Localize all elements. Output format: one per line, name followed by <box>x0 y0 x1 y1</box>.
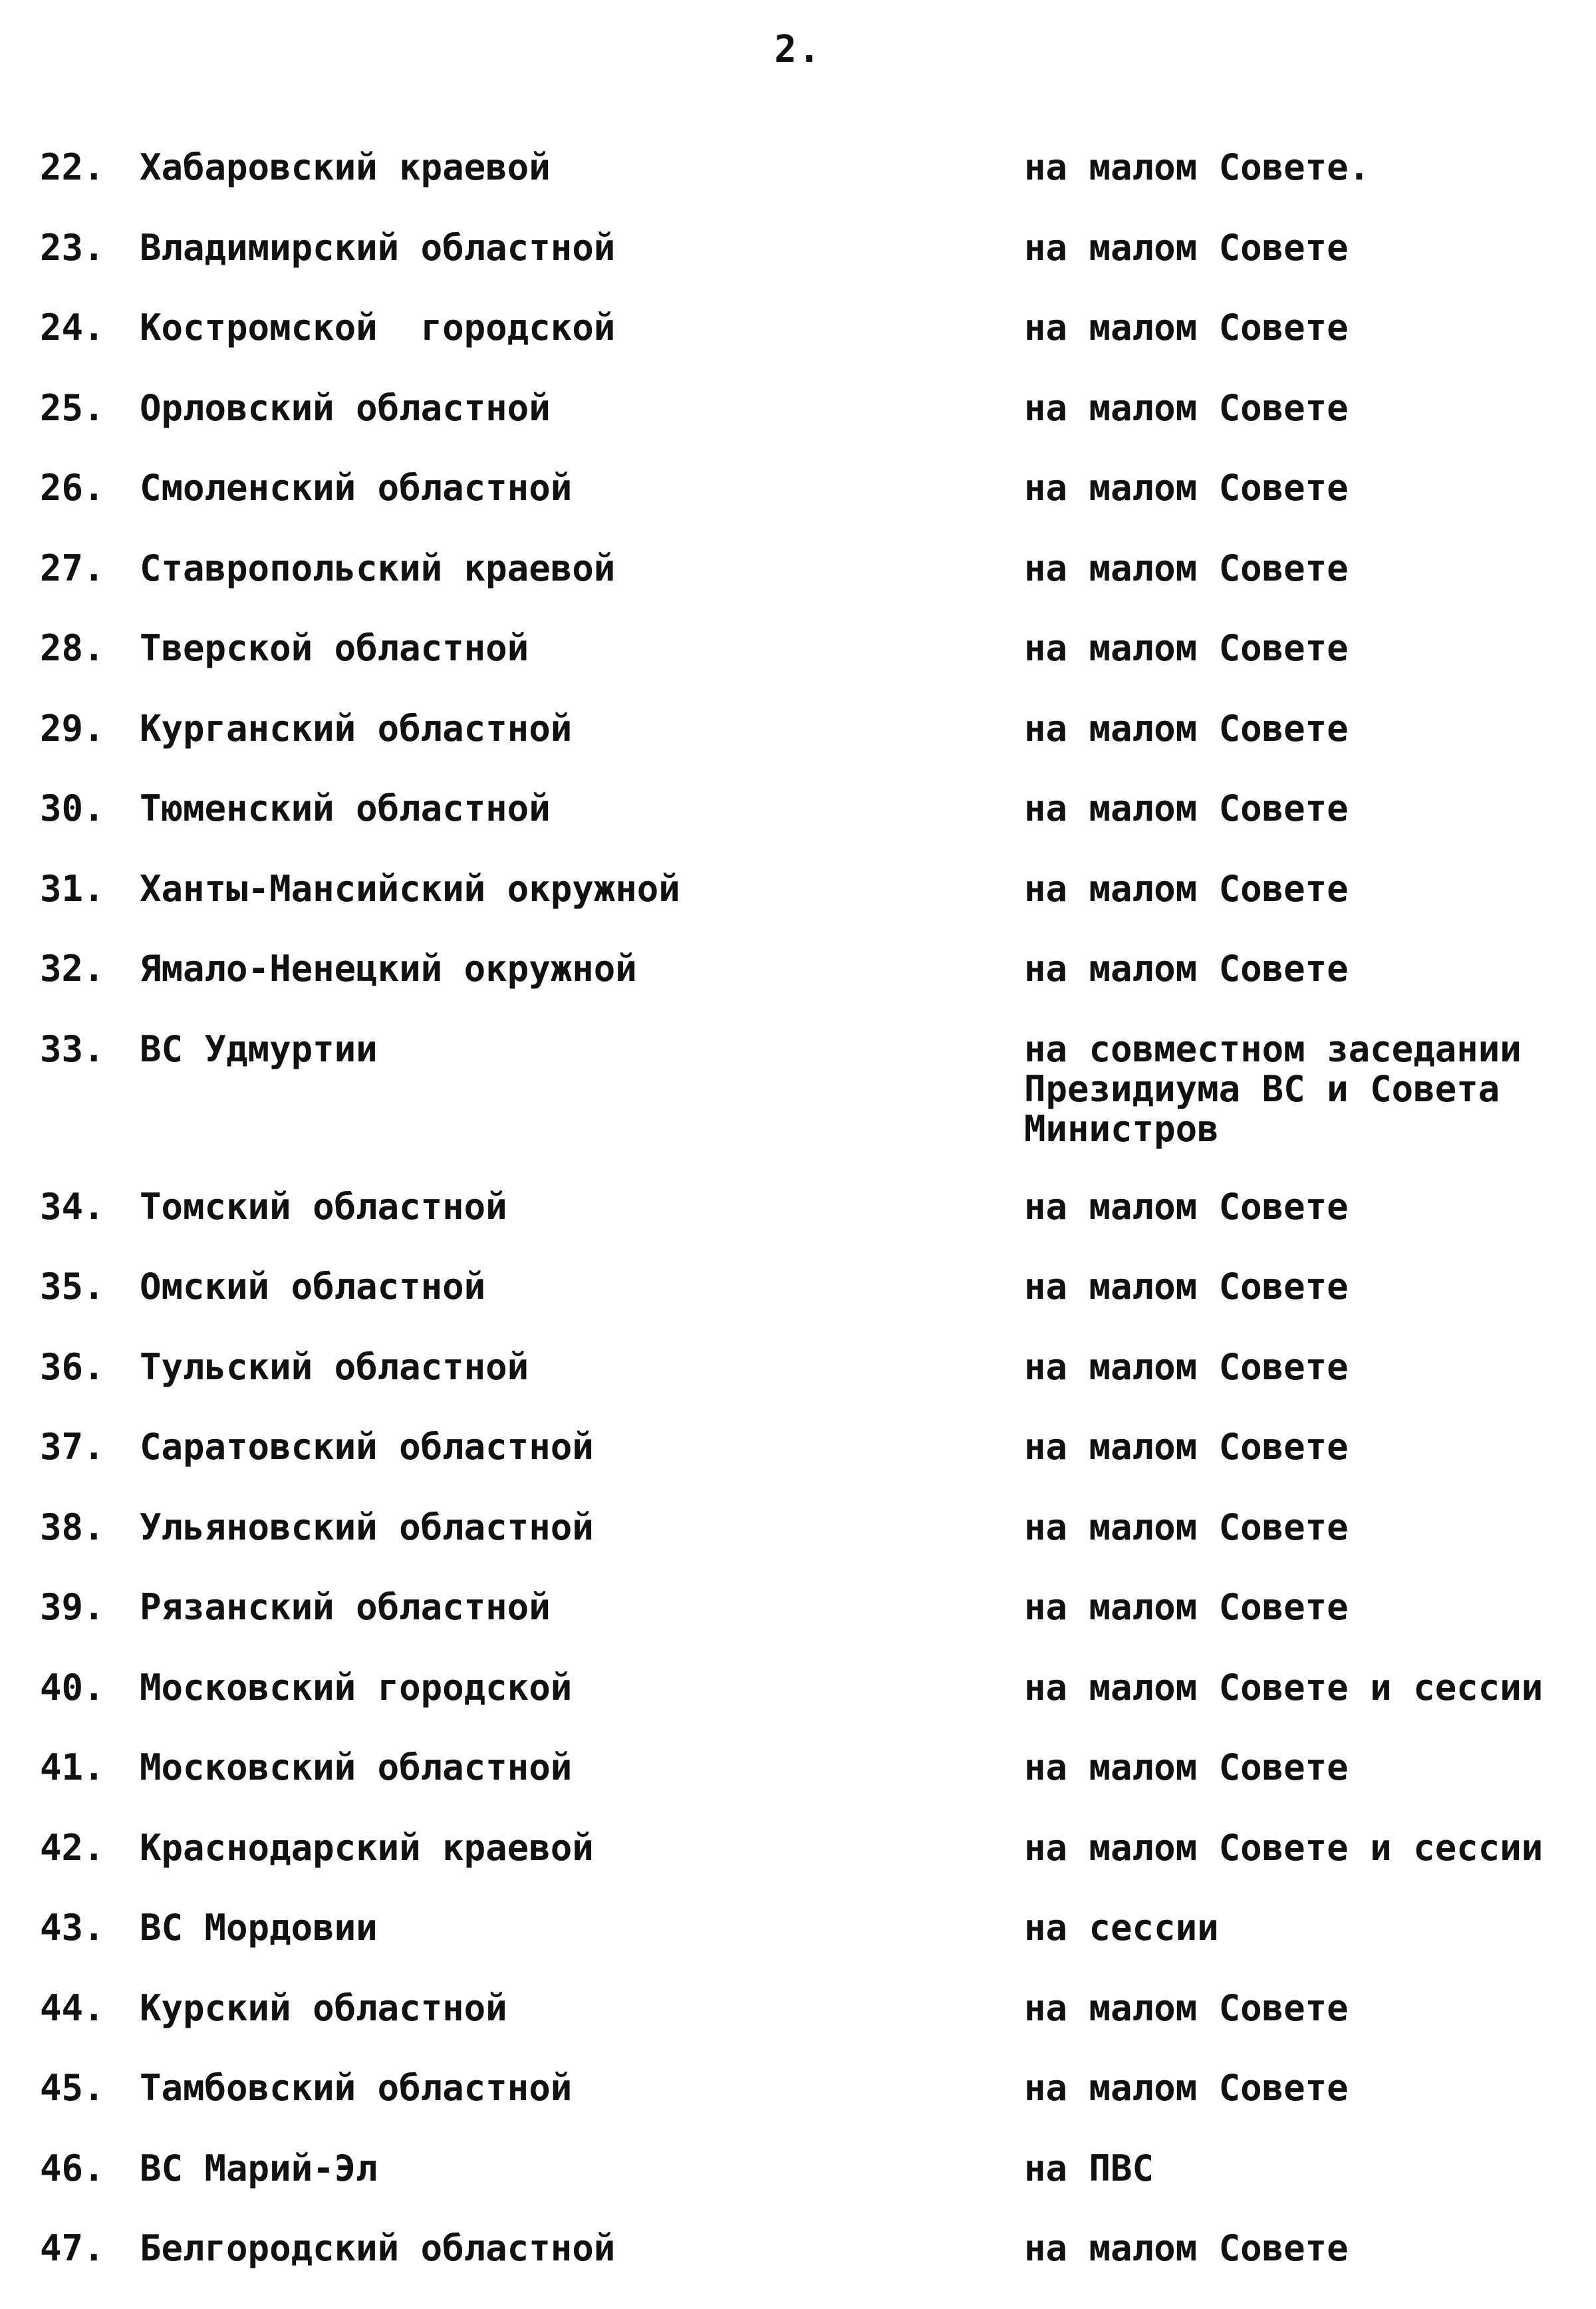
list-item <box>40 1587 1589 1668</box>
entry-number: 47. <box>40 2227 105 2269</box>
entry-number: 25. <box>40 386 105 429</box>
consideration-venue: на малом Совете. <box>1024 146 1371 188</box>
list-item <box>40 2229 1589 2309</box>
entry-number: 45. <box>40 2067 105 2109</box>
entry-number: 29. <box>40 707 105 749</box>
council-name: Белгородский областной <box>140 2227 616 2269</box>
entry-number: 42. <box>40 1826 105 1869</box>
entry-number: 46. <box>40 2147 105 2189</box>
council-name: ВС Удмуртии <box>140 1027 378 1070</box>
council-name: Московский областной <box>140 1746 573 1788</box>
council-name: Томский областной <box>140 1185 507 1228</box>
entry-number: 40. <box>40 1666 105 1708</box>
list-item <box>40 1908 1589 1988</box>
list-item <box>40 308 1589 388</box>
consideration-venue: на малом Совете <box>1024 627 1349 669</box>
council-name: Тульский областной <box>140 1345 529 1388</box>
consideration-venue: на малом Совете <box>1024 1746 1349 1788</box>
list-item <box>40 148 1589 228</box>
entry-number: 30. <box>40 787 105 829</box>
council-name: Курский областной <box>140 1986 507 2029</box>
consideration-venue: на малом Совете <box>1024 1986 1349 2029</box>
council-name: Рязанский областной <box>140 1586 551 1628</box>
list-item <box>40 869 1589 950</box>
council-name: Владимирский областной <box>140 226 616 269</box>
council-name: Тюменский областной <box>140 787 551 829</box>
entry-number: 26. <box>40 467 105 509</box>
council-name: Ульяновский областной <box>140 1506 594 1548</box>
entry-number: 31. <box>40 867 105 910</box>
list-item <box>40 949 1589 1029</box>
entry-number: 32. <box>40 948 105 990</box>
council-name: Орловский областной <box>140 386 551 429</box>
council-name: Ставропольский краевой <box>140 547 616 589</box>
council-name: Саратовский областной <box>140 1426 594 1468</box>
list-item <box>40 228 1589 309</box>
council-name: ВС Мордовии <box>140 1907 378 1949</box>
consideration-venue: на малом Совете <box>1024 1266 1349 1307</box>
consideration-venue: на малом Совете <box>1024 386 1349 429</box>
council-name: Омский областной <box>140 1266 486 1307</box>
list-item <box>40 709 1589 789</box>
entry-number: 28. <box>40 627 105 669</box>
entry-number: 34. <box>40 1185 105 1228</box>
council-name: ВС Марий-Эл <box>140 2147 378 2189</box>
entry-number: 22. <box>40 146 105 188</box>
list-item <box>40 1187 1589 1268</box>
list-item <box>40 2068 1589 2149</box>
list-item <box>40 1748 1589 1828</box>
entry-number: 43. <box>40 1907 105 1949</box>
list-item <box>40 549 1589 629</box>
consideration-venue: на совместном заседании Президиума ВС и Совета Министров <box>1024 1027 1522 1150</box>
consideration-venue: на малом Совете <box>1024 547 1349 589</box>
consideration-venue: на малом Совете <box>1024 2227 1349 2269</box>
list-item <box>40 388 1589 469</box>
entry-number: 39. <box>40 1586 105 1628</box>
entry-number: 24. <box>40 307 105 348</box>
consideration-venue: на малом Совете <box>1024 1345 1349 1388</box>
consideration-venue: на сессии <box>1024 1907 1219 1949</box>
council-name: Московский городской <box>140 1666 573 1708</box>
list-item <box>40 1029 1589 1187</box>
council-name: Тверской областной <box>140 627 529 669</box>
entry-number: 38. <box>40 1506 105 1548</box>
entry-number: 35. <box>40 1266 105 1307</box>
council-name: Тамбовский областной <box>140 2067 573 2109</box>
council-name: Смоленский областной <box>140 467 573 509</box>
consideration-venue: на малом Совете <box>1024 1586 1349 1628</box>
council-name: Ямало-Ненецкий окружной <box>140 948 637 990</box>
list-item <box>40 1508 1589 1588</box>
list-item <box>40 468 1589 549</box>
entry-number: 41. <box>40 1746 105 1788</box>
consideration-venue: на малом Совете <box>1024 707 1349 749</box>
consideration-venue: на малом Совете <box>1024 226 1349 269</box>
list-item <box>40 1828 1589 1909</box>
list-item <box>40 2149 1589 2229</box>
consideration-venue: на малом Совете <box>1024 1426 1349 1468</box>
consideration-venue: на малом Совете <box>1024 2067 1349 2109</box>
list-item <box>40 1267 1589 1347</box>
list-item <box>40 1427 1589 1508</box>
entry-number: 33. <box>40 1027 105 1070</box>
entry-number: 37. <box>40 1426 105 1468</box>
list-item <box>40 789 1589 869</box>
council-name: Хабаровский краевой <box>140 146 551 188</box>
consideration-venue: на малом Совете <box>1024 1185 1349 1228</box>
entry-number: 36. <box>40 1345 105 1388</box>
list-item <box>40 628 1589 709</box>
council-name: Костромской городской <box>140 307 616 348</box>
consideration-venue: на ПВС <box>1024 2147 1154 2189</box>
consideration-venue: на малом Совете и сессии <box>1024 1826 1543 1869</box>
entry-number: 44. <box>40 1986 105 2029</box>
consideration-venue: на малом Совете <box>1024 867 1349 910</box>
council-name: Краснодарский краевой <box>140 1826 594 1869</box>
list-item <box>40 1668 1589 1748</box>
list-item <box>40 1988 1589 2069</box>
consideration-venue: на малом Совете <box>1024 467 1349 509</box>
consideration-venue: на малом Совете <box>1024 307 1349 348</box>
consideration-venue: на малом Совете <box>1024 787 1349 829</box>
entry-number: 23. <box>40 226 105 269</box>
page-number: 2. <box>774 28 822 71</box>
consideration-venue: на малом Совете и сессии <box>1024 1666 1543 1708</box>
council-name: Курганский областной <box>140 707 573 749</box>
entry-list <box>40 148 1589 2309</box>
consideration-venue: на малом Совете <box>1024 948 1349 990</box>
council-name: Ханты-Мансийский окружной <box>140 867 680 910</box>
consideration-venue: на малом Совете <box>1024 1506 1349 1548</box>
entry-number: 27. <box>40 547 105 589</box>
list-item <box>40 1347 1589 1428</box>
